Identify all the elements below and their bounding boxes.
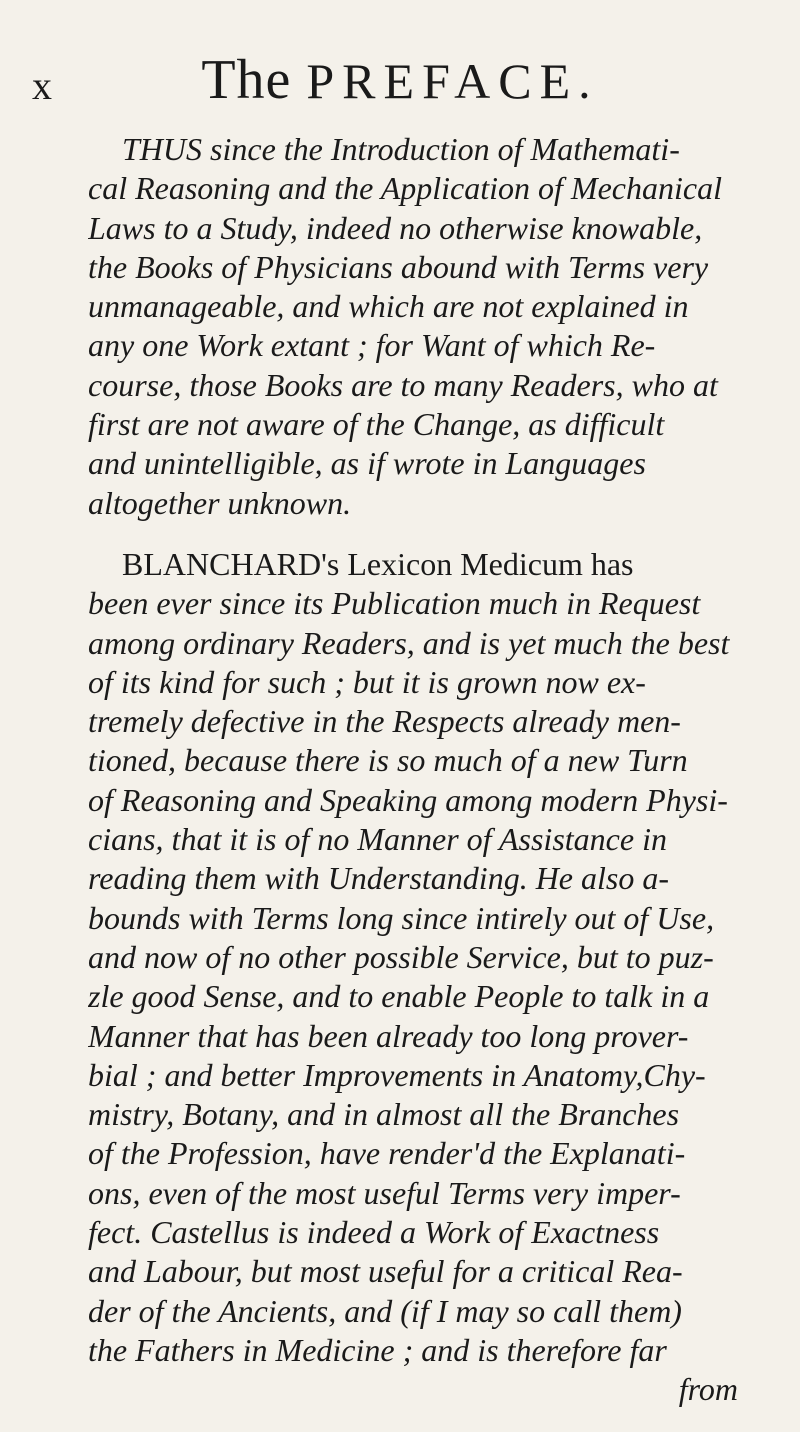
- text-line: altogether unknown.: [88, 484, 352, 521]
- text-line: and Labour, but most useful for a critical Rea-: [88, 1253, 683, 1290]
- page-header: [0, 48, 800, 111]
- text-line: unmanageable, and which are not explained in: [88, 288, 689, 325]
- text-line: fect. Castellus is indeed a Work of Exactness: [88, 1214, 660, 1251]
- text-line: bounds with Terms long since intirely out of Use,: [88, 899, 715, 936]
- text-line: THUS since the Introduction of Mathemati-: [122, 131, 680, 167]
- paragraph-2: [88, 545, 748, 1410]
- text-line: reading them with Understanding. He also a-: [88, 860, 669, 897]
- text-line: course, those Books are to many Readers, who at: [88, 366, 718, 403]
- text-line: of its kind for such ; but it is grown now ex-: [88, 663, 646, 700]
- text-line: tioned, because there is so much of a new Turn: [88, 742, 688, 779]
- text-line: mistry, Botany, and in almost all the Branches: [88, 1096, 680, 1133]
- text-line: cal Reasoning and the Application of Mechanical: [88, 170, 722, 207]
- text-line: first are not aware of the Change, as difficult: [88, 406, 665, 443]
- running-head-word: The: [201, 49, 292, 111]
- text-line: ons, even of the most useful Terms very imper-: [88, 1174, 681, 1211]
- paragraph-1: [88, 130, 748, 523]
- running-head: [0, 48, 800, 112]
- catchword: from: [678, 1371, 738, 1408]
- text-line: any one Work extant ; for Want of which Re-: [88, 327, 656, 364]
- text-body: [88, 130, 748, 1432]
- text-line: of Reasoning and Speaking among modern Physi-: [88, 781, 728, 818]
- text-line: cians, that it is of no Manner of Assistance in: [88, 821, 667, 858]
- text-line: tremely defective in the Respects already men-: [88, 703, 681, 740]
- page-number: x: [32, 63, 52, 108]
- text-line: Manner that has been already too long prover-: [88, 1017, 689, 1054]
- text-line: zle good Sense, and to enable People to talk in a: [88, 978, 710, 1015]
- text-line: Laws to a Study, indeed no otherwise knowable,: [88, 209, 703, 246]
- text-line: of the Profession, have render'd the Explanati-: [88, 1135, 686, 1172]
- text-line: and unintelligible, as if wrote in Languages: [88, 445, 646, 482]
- text-line: der of the Ancients, and (if I may so call them): [88, 1292, 682, 1329]
- text-line: bial ; and better Improvements in Anatomy,Chy-: [88, 1056, 706, 1093]
- running-head-caps: PREFACE.: [306, 53, 599, 109]
- text-line: been ever since its Publication much in Request: [88, 585, 701, 622]
- text-line: and now of no other possible Service, but to puz-: [88, 938, 714, 975]
- text-line: the Fathers in Medicine ; and is therefore far: [88, 1331, 667, 1368]
- text-line: BLANCHARD's Lexicon Medicum has: [122, 545, 634, 582]
- text-line: the Books of Physicians abound with Terms very: [88, 248, 709, 285]
- text-line: among ordinary Readers, and is yet much the best: [88, 624, 730, 661]
